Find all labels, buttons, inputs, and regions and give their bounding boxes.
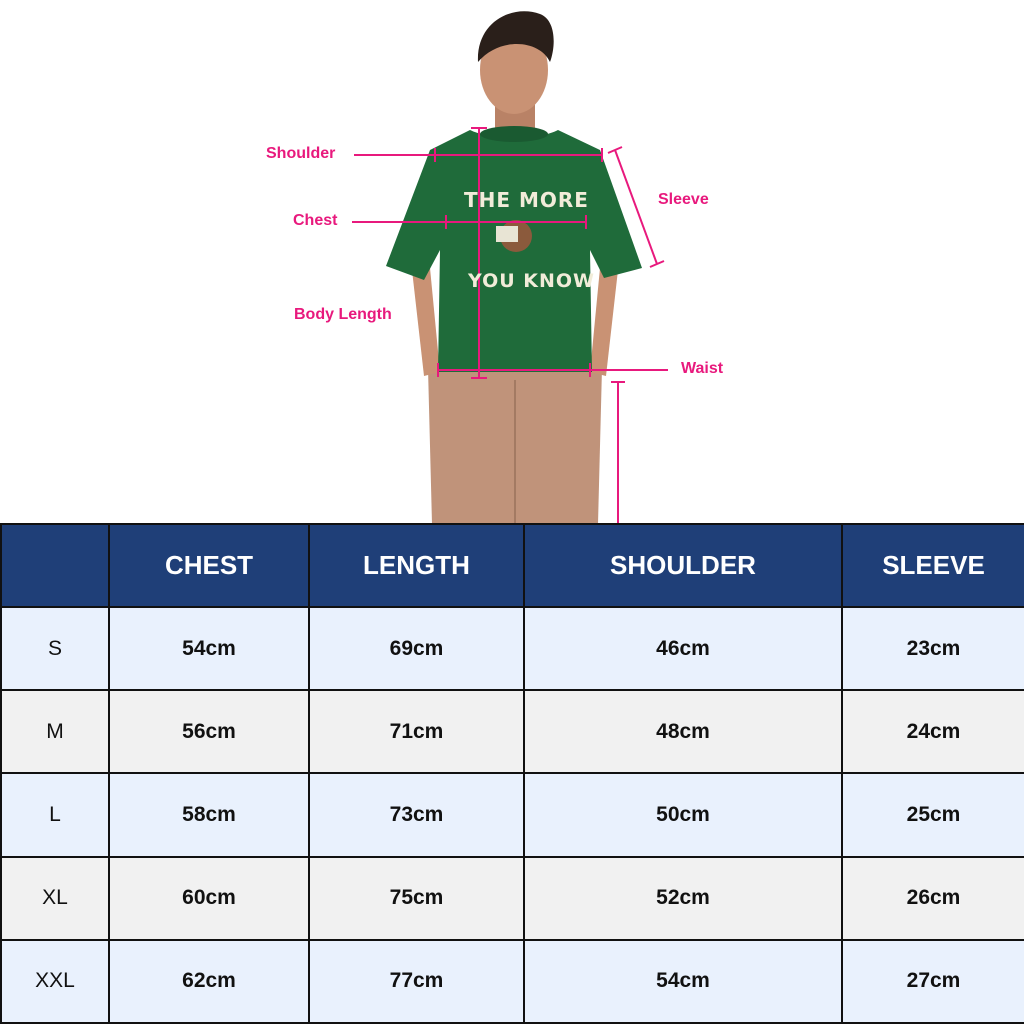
length-value: 77cm — [309, 940, 524, 1023]
sleeve-value: 25cm — [842, 773, 1024, 856]
shirt-print-line2: YOU KNOW — [468, 270, 596, 292]
shoulder-value: 46cm — [524, 607, 842, 690]
table-row — [1, 940, 1024, 1023]
header-length: LENGTH — [309, 524, 524, 607]
size-label: L — [1, 773, 109, 856]
label-chest: Chest — [293, 212, 338, 229]
header-shoulder: SHOULDER — [524, 524, 842, 607]
table-row — [1, 690, 1024, 773]
size-label: M — [1, 690, 109, 773]
label-sleeve: Sleeve — [658, 191, 709, 208]
label-body-length: Body Length — [294, 306, 392, 323]
table-row — [1, 773, 1024, 856]
header-sleeve: SLEEVE — [842, 524, 1024, 607]
chest-value: 58cm — [109, 773, 309, 856]
size-label: XXL — [1, 940, 109, 1023]
table-row — [1, 857, 1024, 940]
shoulder-value: 52cm — [524, 857, 842, 940]
shirt-print-line1: THE MORE — [464, 188, 589, 212]
length-value: 75cm — [309, 857, 524, 940]
length-value: 69cm — [309, 607, 524, 690]
chest-value: 56cm — [109, 690, 309, 773]
chest-value: 62cm — [109, 940, 309, 1023]
chest-value: 54cm — [109, 607, 309, 690]
sleeve-value: 27cm — [842, 940, 1024, 1023]
table-row — [1, 607, 1024, 690]
chest-value: 60cm — [109, 857, 309, 940]
label-shoulder: Shoulder — [266, 145, 336, 162]
size-label: S — [1, 607, 109, 690]
length-value: 73cm — [309, 773, 524, 856]
shoulder-value: 48cm — [524, 690, 842, 773]
size-label: XL — [1, 857, 109, 940]
table-header-row — [1, 524, 1024, 607]
shoulder-value: 54cm — [524, 940, 842, 1023]
header-chest: CHEST — [109, 524, 309, 607]
length-value: 71cm — [309, 690, 524, 773]
shoulder-value: 50cm — [524, 773, 842, 856]
label-waist: Waist — [681, 360, 724, 377]
sleeve-value: 26cm — [842, 857, 1024, 940]
left-arm — [412, 268, 440, 376]
size-chart-table — [0, 523, 1024, 1024]
sleeve-value: 24cm — [842, 690, 1024, 773]
sleeve-value: 23cm — [842, 607, 1024, 690]
header-size — [1, 524, 109, 607]
